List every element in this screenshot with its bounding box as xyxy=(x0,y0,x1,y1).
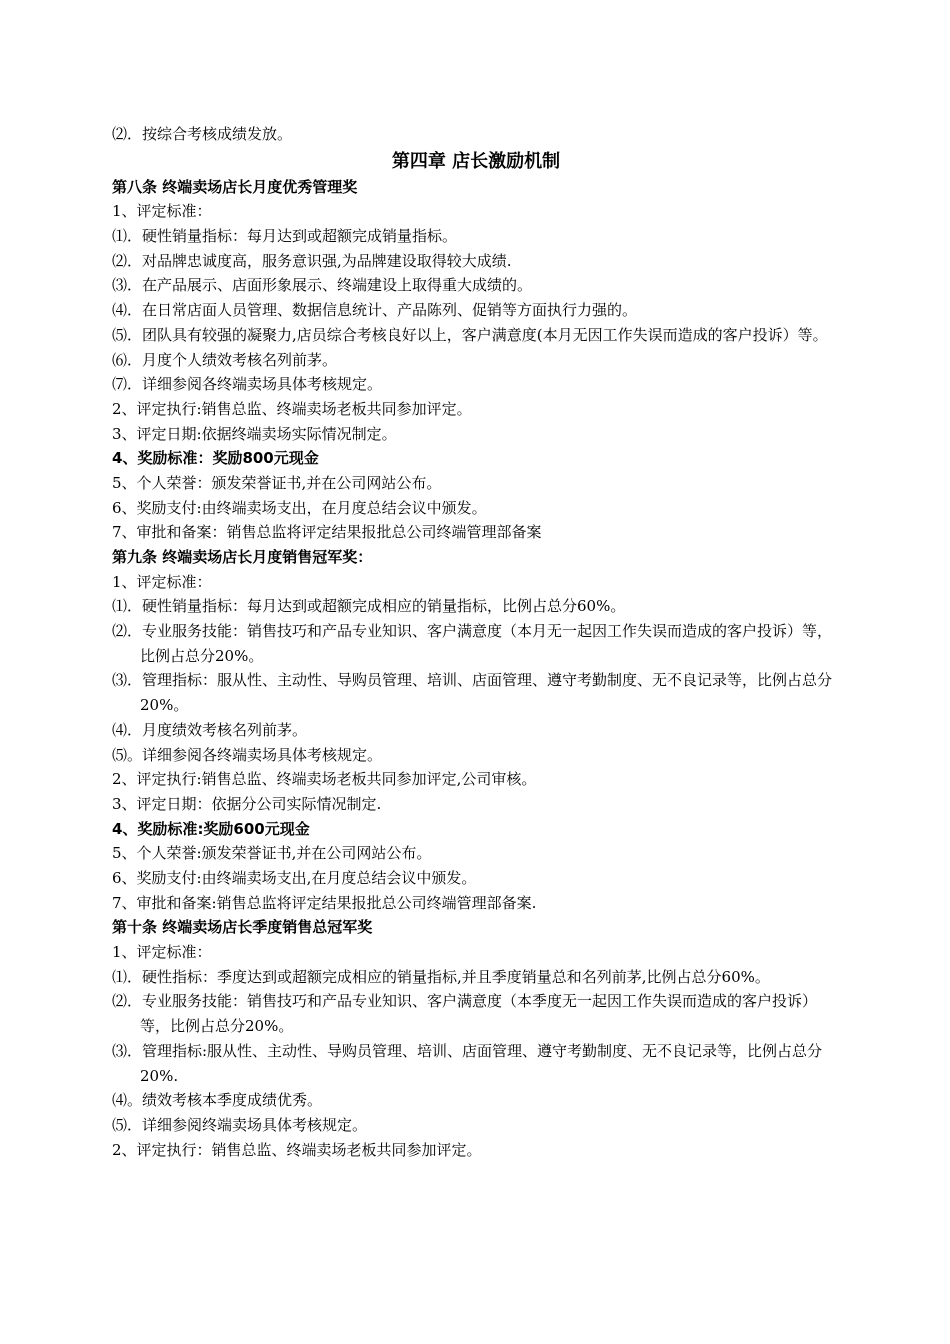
article8-criterion-7: ⑺．详细参阅各终端卖场具体考核规定。 xyxy=(112,375,383,394)
article8-reward: 4、奖励标准：奖励800元现金 xyxy=(112,449,319,468)
article8-execution: 2、评定执行:销售总监、终端卖场老板共同参加评定。 xyxy=(112,399,472,418)
article8-criterion-1: ⑴．硬性销量指标：每月达到或超额完成销量指标。 xyxy=(112,227,458,246)
article10-execution: 2、评定执行：销售总监、终端卖场老板共同参加评定。 xyxy=(112,1140,482,1159)
article10-title: 第十条 终端卖场店长季度销售总冠军奖 xyxy=(112,918,373,937)
article8-payment: 6、奖励支付:由终端卖场支出，在月度总结会议中颁发。 xyxy=(112,498,487,517)
document-body xyxy=(112,122,840,1162)
article9-criterion-5: ⑸。详细参阅各终端卖场具体考核规定。 xyxy=(112,745,383,764)
intro-line: ⑵．按综合考核成绩发放。 xyxy=(112,125,293,143)
article9-criterion-3: ⑶．管理指标：服从性、主动性、导购员管理、培训、店面管理、遵守考勤制度、无不良记录等，比例占总分20%。 xyxy=(112,671,833,715)
article8-criterion-4: ⑷．在日常店面人员管理、数据信息统计、产品陈列、促销等方面执行力强的。 xyxy=(112,301,638,320)
article8-approval: 7、审批和备案：销售总监将评定结果报批总公司终端管理部备案 xyxy=(112,523,542,542)
article8-honor: 5、个人荣誉：颁发荣誉证书,并在公司网站公布。 xyxy=(112,473,442,492)
article10-criterion-1: ⑴．硬性指标：季度达到或超额完成相应的销量指标,并且季度销量总和名列前茅,比例占总分60%。 xyxy=(112,967,770,986)
article8-criterion-6: ⑹．月度个人绩效考核名列前茅。 xyxy=(112,350,338,369)
article10-criterion-2: ⑵．专业服务技能：销售技巧和产品专业知识、客户满意度（本季度无一起因工作失误而造成的客户投诉）等，比例占总分20%。 xyxy=(112,992,818,1036)
article8-title: 第八条 终端卖场店长月度优秀管理奖 xyxy=(112,177,358,196)
article8-criteria-heading: 1、评定标准： xyxy=(112,202,212,221)
article9-date: 3、评定日期：依据分公司实际情况制定. xyxy=(112,794,382,813)
article9-criterion-1: ⑴．硬性销量指标：每月达到或超额完成相应的销量指标，比例占总分60%。 xyxy=(112,597,626,616)
chapter-title: 第四章 店长激励机制 xyxy=(391,150,561,172)
article9-execution: 2、评定执行:销售总监、终端卖场老板共同参加评定,公司审核。 xyxy=(112,770,537,789)
article8-date: 3、评定日期:依据终端卖场实际情况制定。 xyxy=(112,424,397,443)
article8-criterion-3: ⑶．在产品展示、店面形象展示、终端建设上取得重大成绩的。 xyxy=(112,276,533,295)
article9-title: 第九条 终端卖场店长月度销售冠军奖： xyxy=(112,548,373,567)
article9-honor: 5、个人荣誉:颁发荣誉证书,并在公司网站公布。 xyxy=(112,844,432,863)
article9-criteria-heading: 1、评定标准： xyxy=(112,572,212,591)
article9-criterion-2: ⑵．专业服务技能：销售技巧和产品专业知识、客户满意度（本月无一起因工作失误而造成的客户投诉）等，比例占总分20%。 xyxy=(112,622,833,665)
article10-criterion-3: ⑶．管理指标:服从性、主动性、导购员管理、培训、店面管理、遵守考勤制度、无不良记录等，比例占总分20%. xyxy=(112,1041,823,1085)
article9-payment: 6、奖励支付:由终端卖场支出,在月度总结会议中颁发。 xyxy=(112,869,477,888)
article8-criterion-5: ⑸．团队具有较强的凝聚力,店员综合考核良好以上，客户满意度(本月无因工作失误而造成的客户投诉）等。 xyxy=(112,325,828,344)
article9-criterion-4: ⑷．月度绩效考核名列前茅。 xyxy=(112,720,308,739)
article8-criterion-2: ⑵．对品牌忠诚度高，服务意识强,为品牌建设取得较大成绩. xyxy=(112,251,512,270)
article10-criteria-heading: 1、评定标准： xyxy=(112,943,212,962)
article10-criterion-4: ⑷。绩效考核本季度成绩优秀。 xyxy=(112,1091,323,1110)
article9-reward: 4、奖励标准:奖励600元现金 xyxy=(112,819,310,838)
article10-criterion-5: ⑸．详细参阅终端卖场具体考核规定。 xyxy=(112,1115,368,1134)
article9-approval: 7、审批和备案:销售总监将评定结果报批总公司终端管理部备案. xyxy=(112,893,537,912)
